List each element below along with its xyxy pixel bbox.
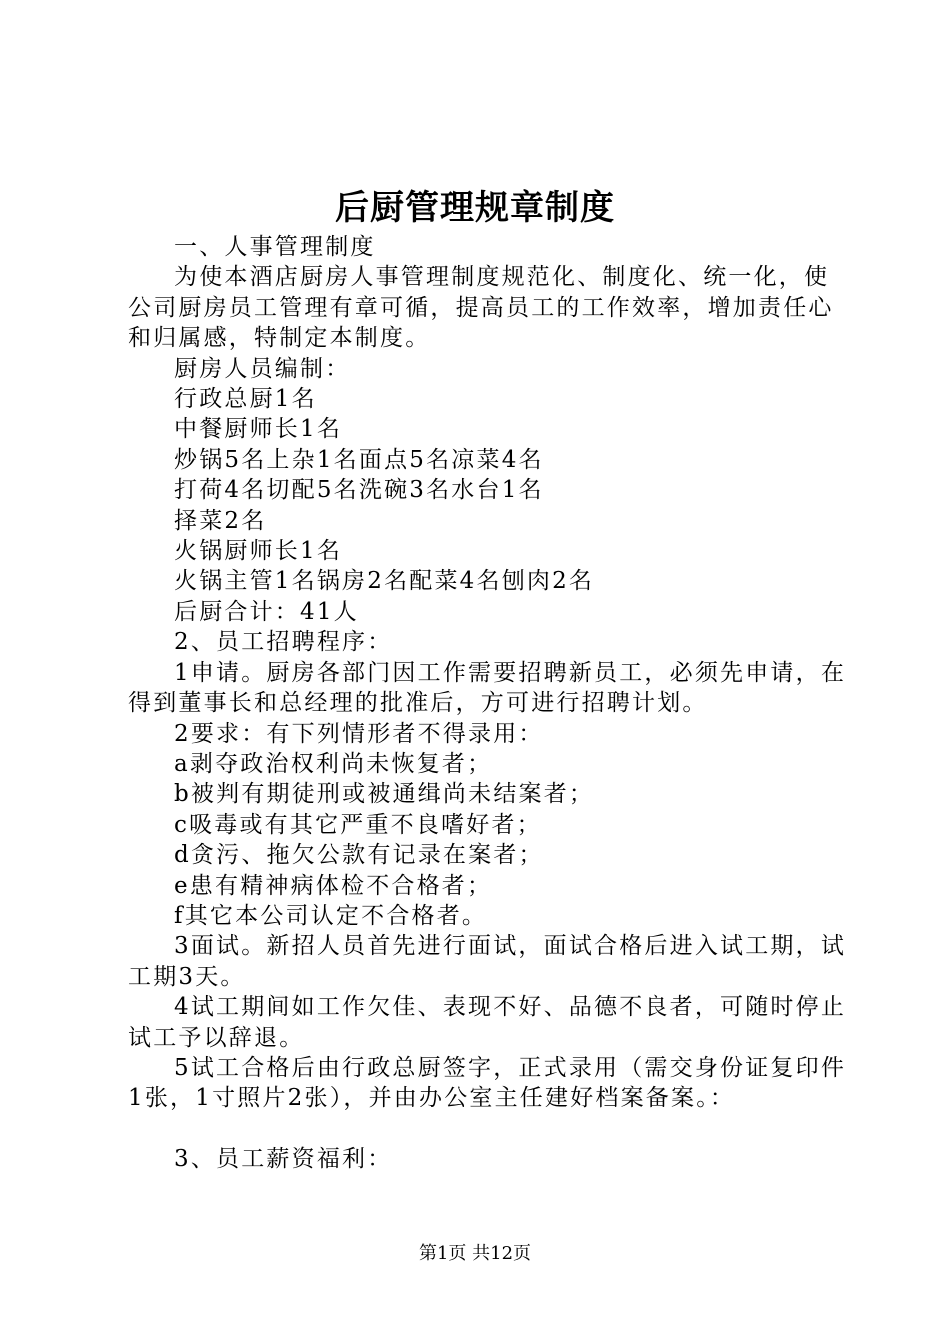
document-body bbox=[128, 232, 848, 1174]
list-item: c吸毒或有其它严重不良嗜好者； bbox=[174, 811, 542, 838]
paragraph: 中餐厨师长1名 bbox=[174, 416, 343, 443]
paragraph: 打荷4名切配5名洗碗3名水台1名 bbox=[174, 477, 544, 504]
section-heading: 2、员工招聘程序： bbox=[174, 629, 393, 656]
paragraph: 1申请。厨房各部门因工作需要招聘新员工，必须先申请，在得到董事长和总经理的批准后，方可进行招聘计划。 bbox=[128, 659, 847, 717]
section-heading: 3、员工薪资福利： bbox=[174, 1145, 393, 1172]
paragraph: 火锅厨师长1名 bbox=[174, 538, 343, 565]
paragraph: 行政总厨1名 bbox=[174, 386, 317, 413]
paragraph: 择菜2名 bbox=[174, 507, 267, 534]
paragraph: 厨房人员编制： bbox=[174, 355, 351, 382]
paragraph: 5试工合格后由行政总厨签字，正式录用（需交身份证复印件1张，1寸照片2张），并由办公室主任建好档案备案。： bbox=[128, 1054, 847, 1112]
paragraph: 炒锅5名上杂1名面点5名凉菜4名 bbox=[174, 446, 544, 473]
blank-line bbox=[128, 1114, 848, 1144]
page-title: 后厨管理规章制度 bbox=[335, 188, 615, 228]
paragraph: 为使本酒店厨房人事管理制度规范化、制度化、统一化，使公司厨房员工管理有章可循，提高员工的工作效率，增加责任心和归属感，特制定本制度。 bbox=[128, 264, 834, 352]
page-footer: 第1页 共12页 bbox=[418, 1243, 532, 1264]
list-item: e患有精神病体检不合格者； bbox=[174, 872, 493, 899]
paragraph: 4试工期间如工作欠佳、表现不好、品德不良者，可随时停止试工予以辞退。 bbox=[128, 994, 847, 1051]
paragraph: 后厨合计：41人 bbox=[174, 598, 359, 625]
list-item: b被判有期徒刑或被通缉尚未结案者； bbox=[174, 781, 595, 808]
list-item: a剥夺政治权利尚未恢复者； bbox=[174, 750, 493, 777]
list-item: d贪污、拖欠公款有记录在案者； bbox=[174, 842, 544, 869]
paragraph: 2要求：有下列情形者不得录用： bbox=[174, 720, 544, 747]
paragraph: 火锅主管1名锅房2名配菜4名刨肉2名 bbox=[174, 568, 595, 595]
list-item: f其它本公司认定不合格者。 bbox=[174, 902, 488, 929]
section-heading: 一、人事管理制度 bbox=[174, 234, 376, 260]
paragraph: 3面试。新招人员首先进行面试，面试合格后进入试工期，试工期3天。 bbox=[128, 933, 847, 990]
